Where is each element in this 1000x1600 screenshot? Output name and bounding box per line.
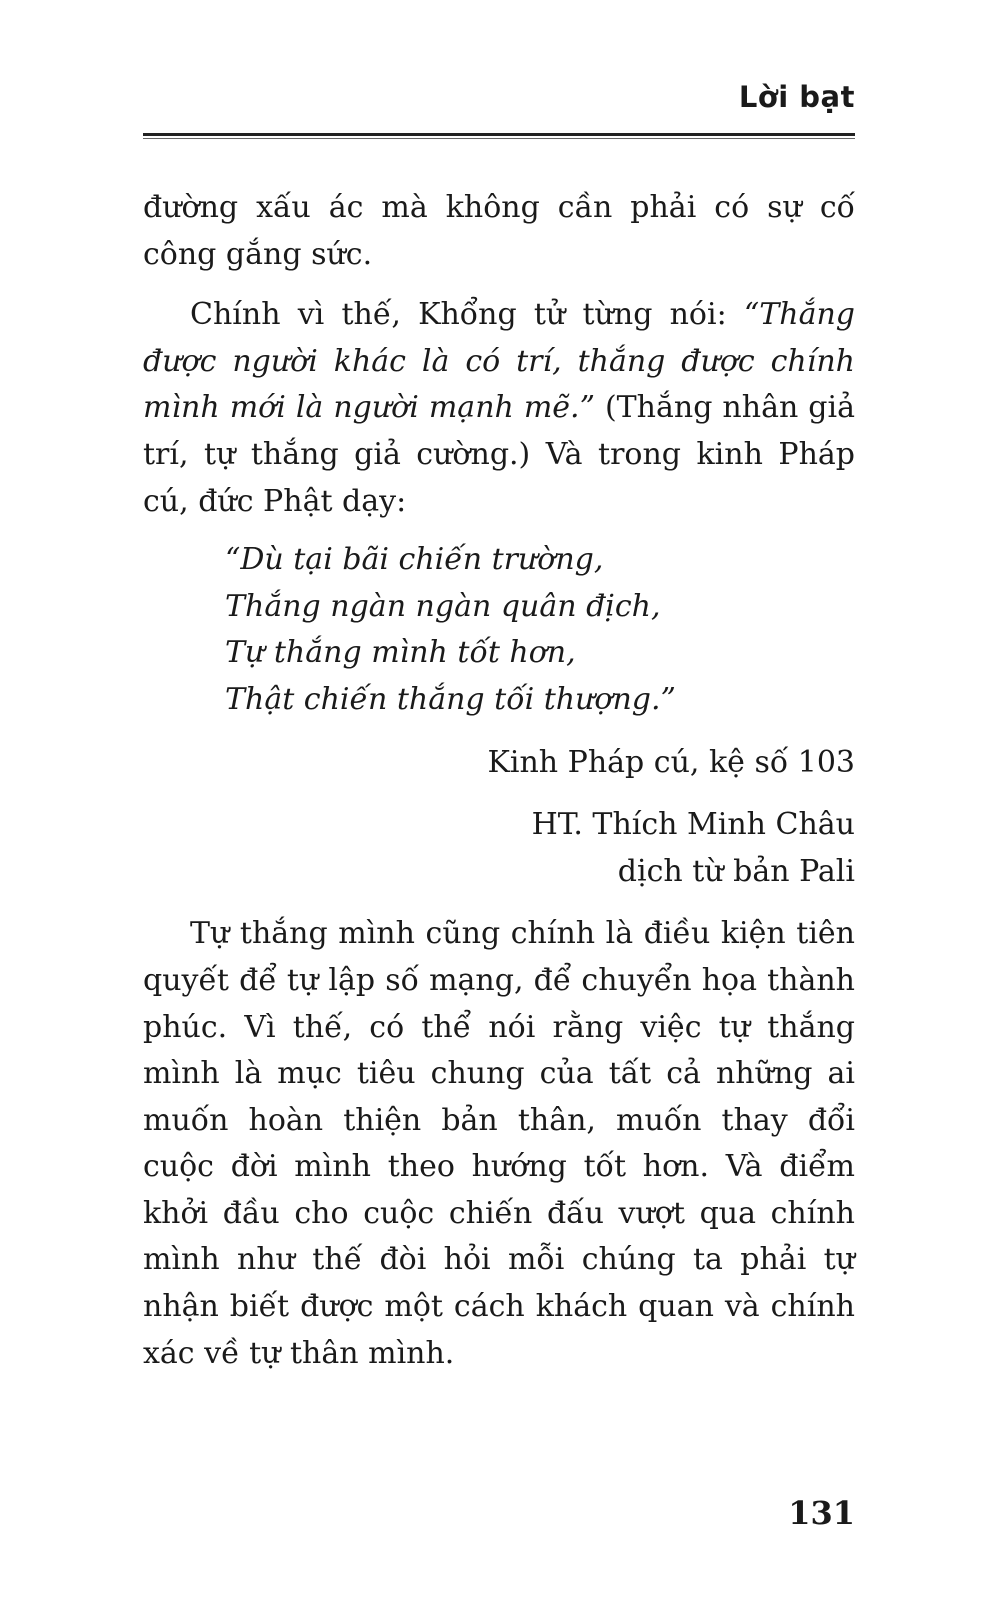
verse-line-1: “Dù tại bãi chiến trường, [225,542,604,578]
verse-line-2: Thắng ngàn ngàn quân địch, [225,588,661,624]
page-number: 131 [788,1494,855,1532]
verse-line-4: Thật chiến thắng tối thượng.” [225,681,676,717]
translator-credit [143,802,855,895]
paragraph-1: đường xấu ác mà không cần phải có sự cố công gắng sức. [143,190,855,272]
verse-block [225,537,855,723]
translator-name: HT. Thích Minh Châu [531,807,855,843]
confucius-quote: “Thắng được người khác là có trí, thắng được chính mình mới là người mạnh mẽ.” [143,297,855,426]
body-text [143,185,855,1377]
paragraph-2-start: Chính vì thế, Khổng tử từng nói: [190,297,744,333]
book-page [143,0,855,1600]
verse-citation: Kinh Pháp cú, kệ số 103 [487,744,855,780]
translation-source: dịch từ bản Pali [617,853,855,889]
paragraph-2-end: (Thắng nhân giả trí, tự thắng giả cường.) Và trong kinh Pháp cú, đức Phật dạy: [143,390,855,519]
verse-line-3: Tự thắng mình tốt hơn, [225,635,576,671]
paragraph-2 [143,292,855,525]
running-title: Lời bạt [738,80,855,114]
header-rule [143,133,855,136]
paragraph-3: Tự thắng mình cũng chính là điều kiện tiên quyết để tự lập số mạng, để chuyển họa thành phúc. Vì thế, có thể nói rằng việc tự thắng mình là mục tiêu chung của tất cả những ai muốn hoàn thiện bản thân, muốn thay đổi cuộc đời mình theo hướng tốt hơn. Và điểm khởi đầu cho cuộc chiến đấu vượt qua chính mình như thế đòi hỏi mỗi chúng ta phải tự nhận biết được một cách khách quan và chính xác về tự thân mình. [143,916,855,1371]
